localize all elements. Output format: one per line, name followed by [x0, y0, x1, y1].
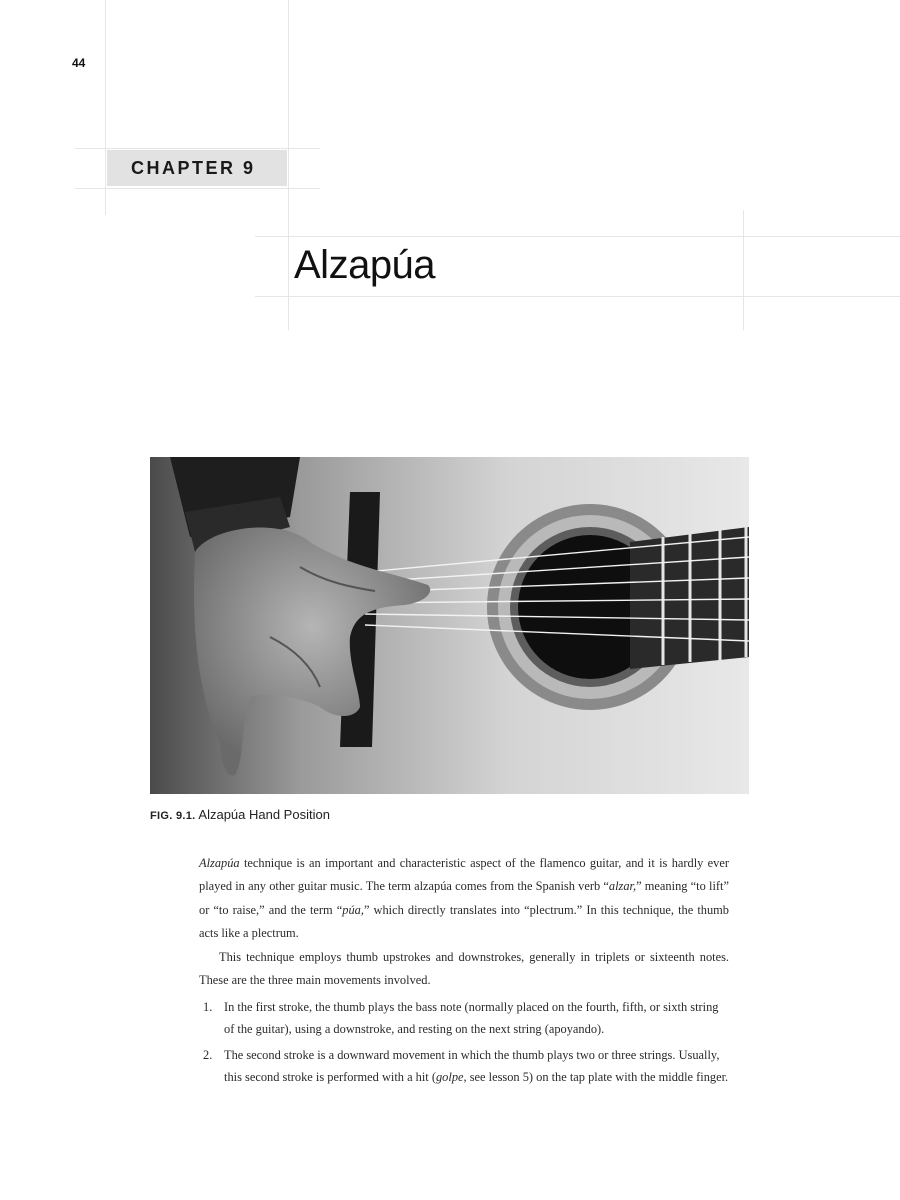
movement-list [199, 996, 729, 1088]
chapter-label [107, 150, 287, 186]
figure-photo [150, 457, 749, 794]
term-alzapua: Alzapúa [199, 856, 240, 870]
list-item: 2. The second stroke is a downward movement in which the thumb plays two or three strings. Usually, this second stroke is performed with a hit (golpe, see lesson 5) on the tap plate with the middle finger. [203, 1048, 729, 1085]
figure-label: FIG. 9.1. [150, 810, 196, 822]
guitar-hand-illustration [150, 457, 749, 794]
guide-line [75, 188, 320, 189]
paragraph-1: Alzapúa technique is an important and characteristic aspect of the flamenco guitar, and it is hardly ever played in any other guitar music. The term alzapúa comes from the Spanish verb “alzar,” meaning “to lift” or “to raise,” and the term “púa,” which directly translates into “plectrum.” In this technique, the thumb acts like a plectrum. [199, 856, 730, 941]
page-number: 44 [72, 56, 86, 70]
guide-line [255, 236, 900, 237]
guide-line [75, 148, 320, 149]
body-text [199, 852, 729, 1092]
chapter-title: Alzapúa [294, 243, 436, 287]
paragraph-2: This technique employs thumb upstrokes and downstrokes, generally in triplets or sixteenth notes. These are the three main movements involved. [199, 949, 729, 988]
list-item: 1. In the first stroke, the thumb plays the bass note (normally placed on the fourth, fifth, or sixth string of the guitar), using a downstroke, and resting on the next string (apoyando). [203, 1000, 719, 1037]
chapter-label-text: CHAPTER 9 [131, 157, 256, 178]
guide-line [743, 210, 744, 330]
guide-line [105, 0, 106, 215]
guide-line [288, 0, 289, 330]
guide-line [255, 296, 900, 297]
figure-caption [150, 807, 330, 822]
figure-caption-text: Alzapúa Hand Position [198, 807, 330, 822]
